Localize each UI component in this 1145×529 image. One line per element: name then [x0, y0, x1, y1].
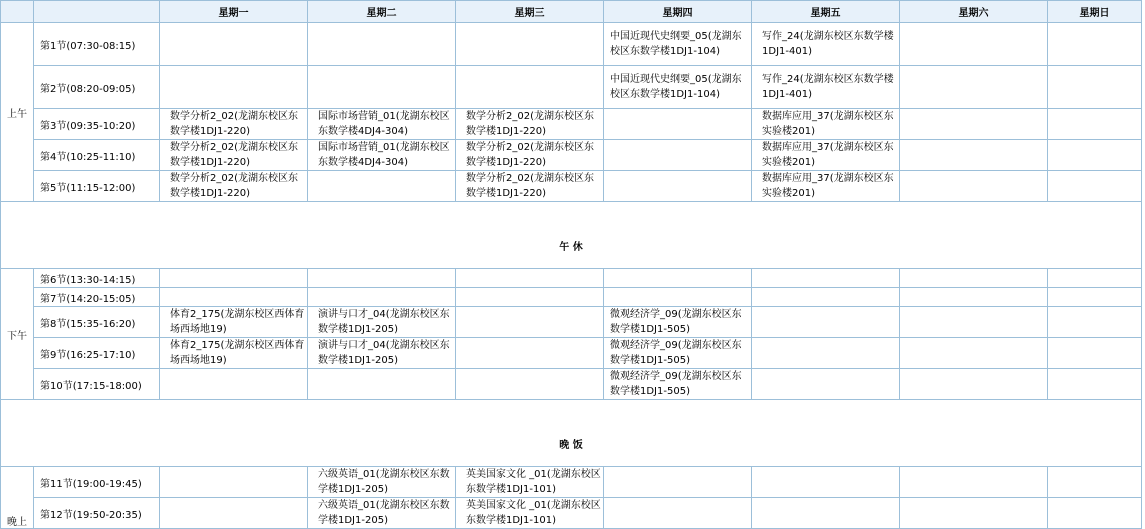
class-cell — [604, 171, 752, 202]
slot-label: 第8节(15:35-16:20) — [34, 307, 160, 338]
class-cell — [1048, 338, 1142, 369]
class-cell[interactable]: 数据库应用_37(龙湖东校区东实验楼201) — [752, 109, 900, 140]
class-cell — [752, 369, 900, 400]
class-cell[interactable]: 英美国家文化 _01(龙湖东校区东数学楼1DJ1-101) — [456, 498, 604, 529]
slot-label: 第1节(07:30-08:15) — [34, 23, 160, 66]
class-cell[interactable]: 数学分析2_02(龙湖东校区东数学楼1DJ1-220) — [456, 171, 604, 202]
class-cell — [1048, 498, 1142, 529]
slot-label: 第7节(14:20-15:05) — [34, 288, 160, 307]
period-label-evening: 晚上 — [1, 467, 34, 529]
table-row — [1, 140, 1142, 171]
class-cell — [456, 288, 604, 307]
day-header-tue: 星期二 — [308, 1, 456, 23]
class-cell — [900, 369, 1048, 400]
slot-label: 第11节(19:00-19:45) — [34, 467, 160, 498]
slot-label: 第6节(13:30-14:15) — [34, 269, 160, 288]
class-cell — [752, 269, 900, 288]
class-cell[interactable]: 六级英语_01(龙湖东校区东数学楼1DJ1-205) — [308, 498, 456, 529]
header-corner-slot — [34, 1, 160, 23]
class-cell — [308, 269, 456, 288]
class-cell — [900, 66, 1048, 109]
class-cell — [308, 171, 456, 202]
class-cell[interactable]: 数学分析2_02(龙湖东校区东数学楼1DJ1-220) — [160, 109, 308, 140]
class-cell — [308, 369, 456, 400]
table-row — [1, 269, 1142, 288]
class-cell[interactable]: 体育2_175(龙湖东校区西体育场西场地19) — [160, 338, 308, 369]
class-cell — [900, 498, 1048, 529]
class-cell[interactable]: 中国近现代史纲要_05(龙湖东校区东数学楼1DJ1-104) — [604, 66, 752, 109]
class-cell[interactable]: 国际市场营销_01(龙湖东校区东数学楼4DJ4-304) — [308, 109, 456, 140]
class-cell — [752, 307, 900, 338]
class-cell — [900, 269, 1048, 288]
class-cell — [456, 23, 604, 66]
class-cell — [604, 140, 752, 171]
class-cell — [160, 288, 308, 307]
class-cell — [900, 140, 1048, 171]
table-row — [1, 338, 1142, 369]
slot-label: 第2节(08:20-09:05) — [34, 66, 160, 109]
class-cell — [752, 288, 900, 307]
slot-label: 第4节(10:25-11:10) — [34, 140, 160, 171]
period-label-morning: 上午 — [1, 23, 34, 202]
class-cell — [604, 288, 752, 307]
day-header-wed: 星期三 — [456, 1, 604, 23]
class-cell — [900, 23, 1048, 66]
class-cell[interactable]: 微观经济学_09(龙湖东校区东数学楼1DJ1-505) — [604, 338, 752, 369]
class-cell[interactable]: 数学分析2_02(龙湖东校区东数学楼1DJ1-220) — [456, 140, 604, 171]
day-header-mon: 星期一 — [160, 1, 308, 23]
class-cell — [456, 66, 604, 109]
class-cell[interactable]: 写作_24(龙湖东校区东数学楼1DJ1-401) — [752, 23, 900, 66]
table-row — [1, 307, 1142, 338]
table-row — [1, 498, 1142, 529]
period-label-afternoon: 下午 — [1, 269, 34, 400]
day-header-thu: 星期四 — [604, 1, 752, 23]
class-cell — [900, 467, 1048, 498]
class-cell — [160, 498, 308, 529]
class-cell[interactable]: 数据库应用_37(龙湖东校区东实验楼201) — [752, 171, 900, 202]
class-cell[interactable]: 数学分析2_02(龙湖东校区东数学楼1DJ1-220) — [160, 171, 308, 202]
class-cell — [1048, 269, 1142, 288]
class-cell — [308, 288, 456, 307]
dinner-break-label: 晚 饭 — [1, 400, 1142, 467]
class-cell — [1048, 109, 1142, 140]
class-cell[interactable]: 数学分析2_02(龙湖东校区东数学楼1DJ1-220) — [160, 140, 308, 171]
class-cell — [160, 23, 308, 66]
class-cell[interactable]: 微观经济学_09(龙湖东校区东数学楼1DJ1-505) — [604, 307, 752, 338]
break-row-noon — [1, 202, 1142, 269]
table-row — [1, 288, 1142, 307]
class-cell — [160, 369, 308, 400]
class-cell — [456, 307, 604, 338]
slot-label: 第12节(19:50-20:35) — [34, 498, 160, 529]
table-row — [1, 171, 1142, 202]
class-cell[interactable]: 英美国家文化 _01(龙湖东校区东数学楼1DJ1-101) — [456, 467, 604, 498]
class-cell — [160, 66, 308, 109]
header-row — [1, 1, 1142, 23]
class-cell — [900, 288, 1048, 307]
class-cell — [900, 109, 1048, 140]
class-cell[interactable]: 数学分析2_02(龙湖东校区东数学楼1DJ1-220) — [456, 109, 604, 140]
table-row — [1, 369, 1142, 400]
table-row — [1, 467, 1142, 498]
class-cell — [752, 467, 900, 498]
class-cell — [900, 171, 1048, 202]
class-cell — [160, 269, 308, 288]
class-cell[interactable]: 体育2_175(龙湖东校区西体育场西场地19) — [160, 307, 308, 338]
table-row — [1, 23, 1142, 66]
class-cell — [1048, 467, 1142, 498]
class-cell — [1048, 140, 1142, 171]
break-row-dinner — [1, 400, 1142, 467]
day-header-fri: 星期五 — [752, 1, 900, 23]
slot-label: 第5节(11:15-12:00) — [34, 171, 160, 202]
class-cell — [900, 338, 1048, 369]
class-cell[interactable]: 国际市场营销_01(龙湖东校区东数学楼4DJ4-304) — [308, 140, 456, 171]
class-cell — [1048, 66, 1142, 109]
class-cell — [1048, 307, 1142, 338]
slot-label: 第3节(09:35-10:20) — [34, 109, 160, 140]
day-header-sat: 星期六 — [900, 1, 1048, 23]
class-cell[interactable]: 数据库应用_37(龙湖东校区东实验楼201) — [752, 140, 900, 171]
class-cell — [1048, 171, 1142, 202]
class-cell — [900, 307, 1048, 338]
class-cell — [1048, 288, 1142, 307]
class-cell — [752, 498, 900, 529]
class-cell — [752, 338, 900, 369]
class-cell[interactable]: 演讲与口才_04(龙湖东校区东数学楼1DJ1-205) — [308, 307, 456, 338]
header-corner — [1, 1, 34, 23]
class-cell — [1048, 23, 1142, 66]
class-cell — [1048, 369, 1142, 400]
class-cell — [604, 109, 752, 140]
slot-label: 第10节(17:15-18:00) — [34, 369, 160, 400]
class-cell — [308, 23, 456, 66]
class-cell — [456, 369, 604, 400]
class-cell — [456, 338, 604, 369]
class-cell[interactable]: 写作_24(龙湖东校区东数学楼1DJ1-401) — [752, 66, 900, 109]
class-cell — [456, 269, 604, 288]
slot-label: 第9节(16:25-17:10) — [34, 338, 160, 369]
day-header-sun: 星期日 — [1048, 1, 1142, 23]
table-row — [1, 66, 1142, 109]
class-cell — [604, 269, 752, 288]
noon-break-label: 午 休 — [1, 202, 1142, 269]
class-cell — [604, 498, 752, 529]
class-cell[interactable]: 演讲与口才_04(龙湖东校区东数学楼1DJ1-205) — [308, 338, 456, 369]
class-cell[interactable]: 六级英语_01(龙湖东校区东数学楼1DJ1-205) — [308, 467, 456, 498]
table-row — [1, 109, 1142, 140]
class-cell[interactable]: 中国近现代史纲要_05(龙湖东校区东数学楼1DJ1-104) — [604, 23, 752, 66]
class-cell — [308, 66, 456, 109]
class-cell — [604, 467, 752, 498]
class-cell — [160, 467, 308, 498]
class-cell[interactable]: 微观经济学_09(龙湖东校区东数学楼1DJ1-505) — [604, 369, 752, 400]
